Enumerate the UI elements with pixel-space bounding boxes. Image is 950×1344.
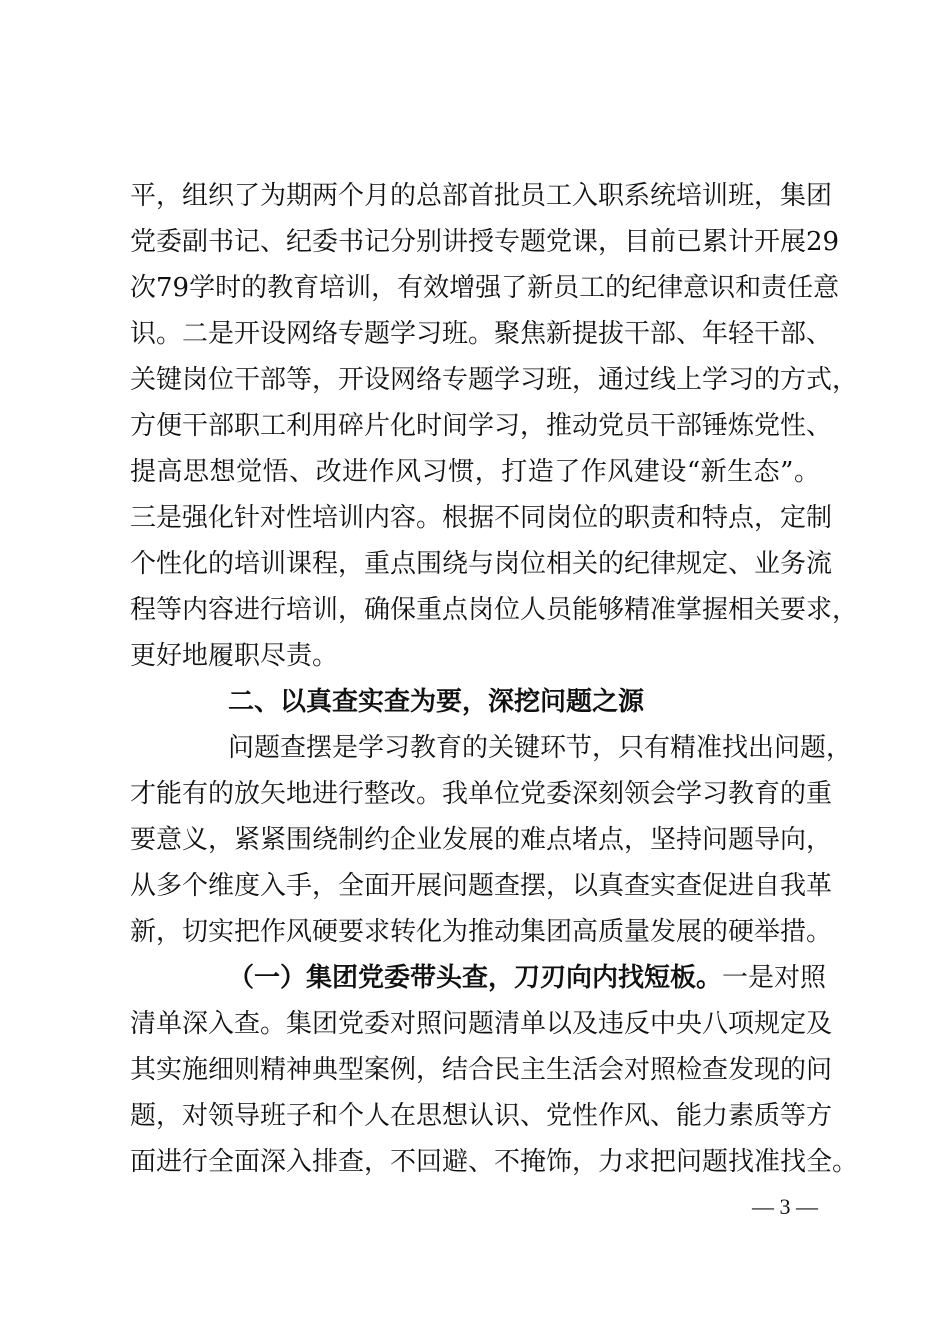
text-line: 提高思想觉悟、改进作风习惯，打造了作风建设“新生态”。 — [130, 457, 820, 487]
text-line: 清单深入查。集团党委对照问题清单以及违反中央八项规定及 — [130, 1009, 833, 1039]
text-line: 个性化的培训课程，重点围绕与岗位相关的纪律规定、业务流 — [130, 549, 833, 579]
paragraph-problem-finding — [130, 725, 853, 955]
text-line: 要意义，紧紧围绕制约企业发展的难点堵点，坚持问题导向， — [130, 825, 833, 855]
subsection-lead-line — [130, 955, 827, 1001]
text-line: 从多个维度入手，全面开展问题查摆，以真查实查促进自我革 — [130, 871, 833, 901]
section-heading: 二、以真查实查为要，深挖问题之源 — [228, 687, 645, 717]
paragraph-training — [130, 173, 859, 679]
text-line: 更好地履职尽责。 — [130, 641, 339, 671]
subsection-heading: （一）集团党委带头查，刀刃向内找短板。 — [228, 963, 723, 993]
text-line: 关键岗位干部等，开设网络专题学习班，通过线上学习的方式， — [130, 365, 859, 395]
text-line: 方便干部职工利用碎片化时间学习，推动党员干部锤炼党性、 — [130, 411, 833, 441]
text-line: 问题查摆是学习教育的关键环节，只有精准找出问题， — [228, 733, 853, 763]
text-line: 识。二是开设网络专题学习班。聚焦新提拔干部、年轻干部、 — [130, 319, 833, 349]
text-line: 新，切实把作风硬要求转化为推动集团高质量发展的硬举措。 — [130, 917, 833, 947]
page-number: — 3 — — [752, 1194, 818, 1219]
subsection-lead-text: 一是对照 — [722, 963, 827, 993]
text-line: 程等内容进行培训，确保重点岗位人员能够精准掌握相关要求， — [130, 595, 859, 625]
text-line: 题，对领导班子和个人在思想认识、党性作风、能力素质等方 — [130, 1101, 833, 1131]
text-line: 其实施细则精神典型案例，结合民主生活会对照检查发现的问 — [130, 1055, 833, 1085]
text-line: 面进行全面深入排查，不回避、不掩饰，力求把问题找准找全。 — [130, 1147, 859, 1177]
text-line: 才能有的放矢地进行整改。我单位党委深刻领会学习教育的重 — [130, 779, 833, 809]
text-line: 三是强化针对性培训内容。根据不同岗位的职责和特点，定制 — [130, 503, 833, 533]
text-line: 平，组织了为期两个月的总部首批员工入职系统培训班，集团 — [130, 181, 833, 211]
text-line: 党委副书记、纪委书记分别讲授专题党课，目前已累计开展29 — [130, 227, 840, 257]
document-body — [130, 173, 859, 1185]
text-line: 次79学时的教育培训，有效增强了新员工的纪律意识和责任意 — [130, 273, 840, 303]
paragraph-party-committee — [130, 955, 859, 1185]
